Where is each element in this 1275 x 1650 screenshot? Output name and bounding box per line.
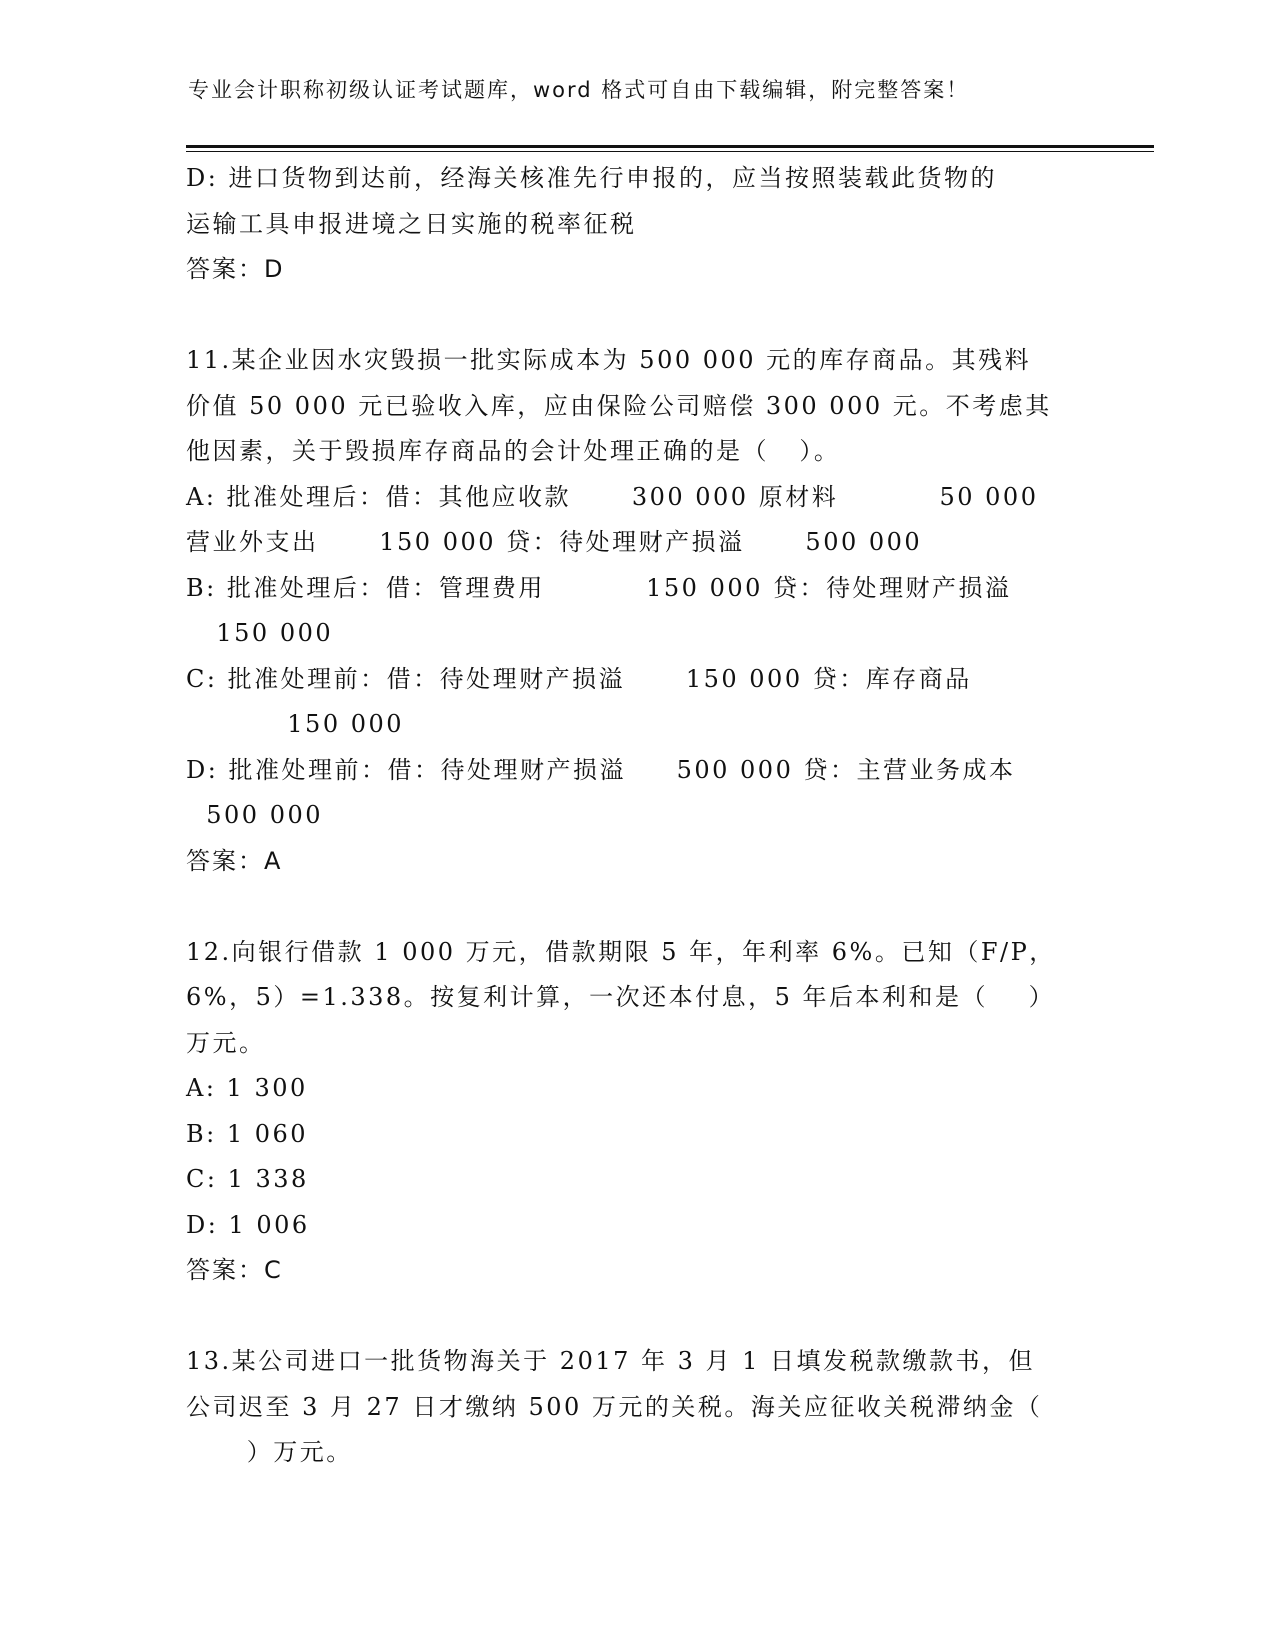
q13-stem-line1: 13.某公司进口一批货物海关于 2017 年 3 月 1 日填发税款缴款书，但	[186, 1347, 1036, 1375]
q11-option-d-line1: D: 批准处理前：借：待处理财产损溢 500 000 贷：主营业务成本	[186, 755, 1016, 784]
q12-option-c: C: 1 338	[186, 1165, 309, 1193]
q11-option-d-line2: 500 000	[186, 801, 324, 829]
q11-stem-line1: 11.某企业因水灾毁损一批实际成本为 500 000 元的库存商品。其残料	[186, 346, 1032, 374]
q13-stem-line3: ）万元。	[186, 1438, 353, 1466]
q11-option-a-line1: A: 批准处理后：借：其他应收款 300 000 原材料 50 000	[186, 482, 1039, 511]
q12-option-d: D: 1 006	[186, 1210, 310, 1239]
q10-option-d-line2: 运输工具申报进境之日实施的税率征税	[186, 209, 637, 238]
q11-option-a-line2: 营业外支出 150 000 贷：待处理财产损溢 500 000	[186, 528, 923, 556]
q11-answer: 答案：A	[186, 846, 283, 875]
q12-stem-line2: 6%，5）=1.338。按复利计算，一次还本付息，5 年后本利和是（ ）	[186, 983, 1056, 1011]
q10-answer: 答案：D	[186, 255, 285, 283]
q11-option-b-line1: B: 批准处理后：借：管理费用 150 000 贷：待处理财产损溢	[186, 573, 1012, 602]
header-rule-thin	[186, 151, 1154, 152]
q11-stem-line3: 他因素，关于毁损库存商品的会计处理正确的是（ ）。	[186, 437, 841, 465]
q12-answer: 答案：C	[186, 1256, 283, 1284]
q11-stem-line2: 价值 50 000 元已验收入库，应由保险公司赔偿 300 000 元。不考虑其	[186, 391, 1052, 420]
q12-stem-line3: 万元。	[186, 1028, 266, 1057]
spacer	[186, 884, 1086, 930]
spacer	[186, 1294, 1086, 1340]
spacer	[186, 293, 1086, 339]
document-header: 专业会计职称初级认证考试题库，word 格式可自由下载编辑，附完整答案！	[188, 78, 970, 102]
q12-option-a: A: 1 300	[186, 1074, 308, 1102]
header-rule-thick	[186, 145, 1154, 148]
q10-option-d-line1: D: 进口货物到达前，经海关核准先行申报的，应当按照装载此货物的	[186, 164, 997, 192]
question-content	[186, 156, 1086, 1476]
q13-stem-line2: 公司迟至 3 月 27 日才缴纳 500 万元的关税。海关应征收关税滞纳金（	[186, 1392, 1043, 1421]
q11-option-c-line1: C: 批准处理前：借：待处理财产损溢 150 000 贷：库存商品	[186, 664, 972, 693]
q12-option-b: B: 1 060	[186, 1119, 309, 1148]
q11-option-b-line2: 150 000	[186, 619, 334, 647]
q11-option-c-line2: 150 000	[186, 710, 405, 738]
q12-stem-line1: 12.向银行借款 1 000 万元，借款期限 5 年，年利率 6%。已知（F/P，	[186, 937, 1056, 966]
